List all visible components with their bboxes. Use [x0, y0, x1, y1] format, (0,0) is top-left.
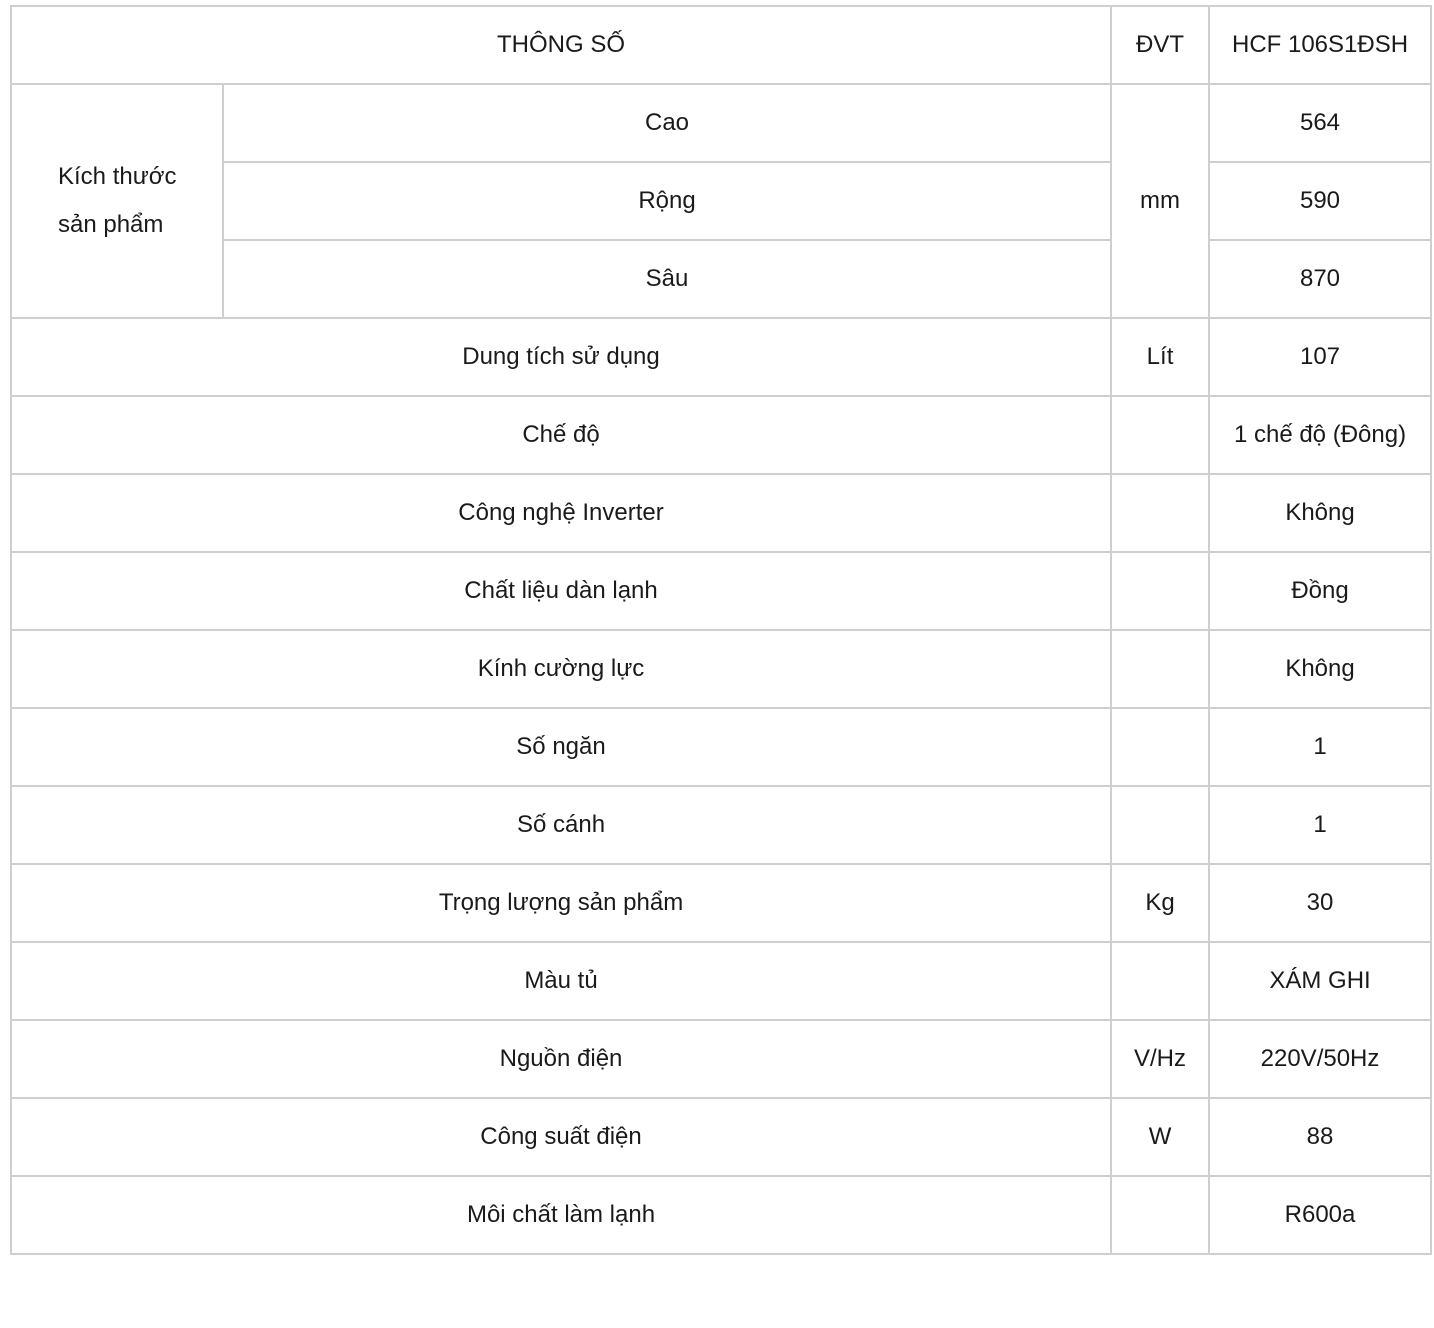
table-row	[11, 552, 1431, 630]
row-value: 1 chế độ (Đông)	[1209, 396, 1431, 474]
dimension-unit: mm	[1111, 84, 1209, 318]
row-unit	[1111, 630, 1209, 708]
row-value: 220V/50Hz	[1209, 1020, 1431, 1098]
row-label: Kính cường lực	[11, 630, 1111, 708]
row-label: Nguồn điện	[11, 1020, 1111, 1098]
row-unit: Kg	[1111, 864, 1209, 942]
row-label: Chế độ	[11, 396, 1111, 474]
row-value: 1	[1209, 708, 1431, 786]
row-unit	[1111, 552, 1209, 630]
row-value: 1	[1209, 786, 1431, 864]
row-value: 88	[1209, 1098, 1431, 1176]
table-row	[11, 786, 1431, 864]
row-value: XÁM GHI	[1209, 942, 1431, 1020]
header-unit: ĐVT	[1111, 6, 1209, 84]
row-value: 564	[1209, 84, 1431, 162]
table-row	[11, 942, 1431, 1020]
header-model: HCF 106S1ĐSH	[1209, 6, 1431, 84]
row-unit	[1111, 942, 1209, 1020]
table-row	[11, 318, 1431, 396]
row-label: Chất liệu dàn lạnh	[11, 552, 1111, 630]
row-unit	[1111, 708, 1209, 786]
row-label: Rộng	[223, 162, 1111, 240]
row-label: Màu tủ	[11, 942, 1111, 1020]
row-label: Công suất điện	[11, 1098, 1111, 1176]
row-label: Môi chất làm lạnh	[11, 1176, 1111, 1254]
row-value: 107	[1209, 318, 1431, 396]
table-row	[11, 1176, 1431, 1254]
table-header-row	[11, 6, 1431, 84]
row-unit: Lít	[1111, 318, 1209, 396]
row-unit	[1111, 396, 1209, 474]
row-unit	[1111, 786, 1209, 864]
spec-table	[10, 5, 1432, 1255]
table-row-width	[11, 162, 1431, 240]
table-row	[11, 474, 1431, 552]
row-unit: V/Hz	[1111, 1020, 1209, 1098]
row-label: Cao	[223, 84, 1111, 162]
table-row	[11, 1020, 1431, 1098]
row-label: Trọng lượng sản phẩm	[11, 864, 1111, 942]
row-value: 30	[1209, 864, 1431, 942]
table-row	[11, 630, 1431, 708]
table-row	[11, 1098, 1431, 1176]
row-value: Đồng	[1209, 552, 1431, 630]
table-row-height	[11, 84, 1431, 162]
row-value: Không	[1209, 474, 1431, 552]
row-unit	[1111, 474, 1209, 552]
row-unit: W	[1111, 1098, 1209, 1176]
row-value: 870	[1209, 240, 1431, 318]
row-value: 590	[1209, 162, 1431, 240]
dimension-group-label	[11, 84, 223, 318]
table-row	[11, 396, 1431, 474]
dimension-group-line2: sản phẩm	[58, 211, 164, 238]
row-label: Số cánh	[11, 786, 1111, 864]
table-row	[11, 864, 1431, 942]
row-unit	[1111, 1176, 1209, 1254]
row-value: R600a	[1209, 1176, 1431, 1254]
table-row-depth	[11, 240, 1431, 318]
row-label: Công nghệ Inverter	[11, 474, 1111, 552]
header-param: THÔNG SỐ	[11, 6, 1111, 84]
table-row	[11, 708, 1431, 786]
row-label: Dung tích sử dụng	[11, 318, 1111, 396]
row-label: Số ngăn	[11, 708, 1111, 786]
row-value: Không	[1209, 630, 1431, 708]
row-label: Sâu	[223, 240, 1111, 318]
dimension-group-line1: Kích thước	[58, 163, 177, 190]
